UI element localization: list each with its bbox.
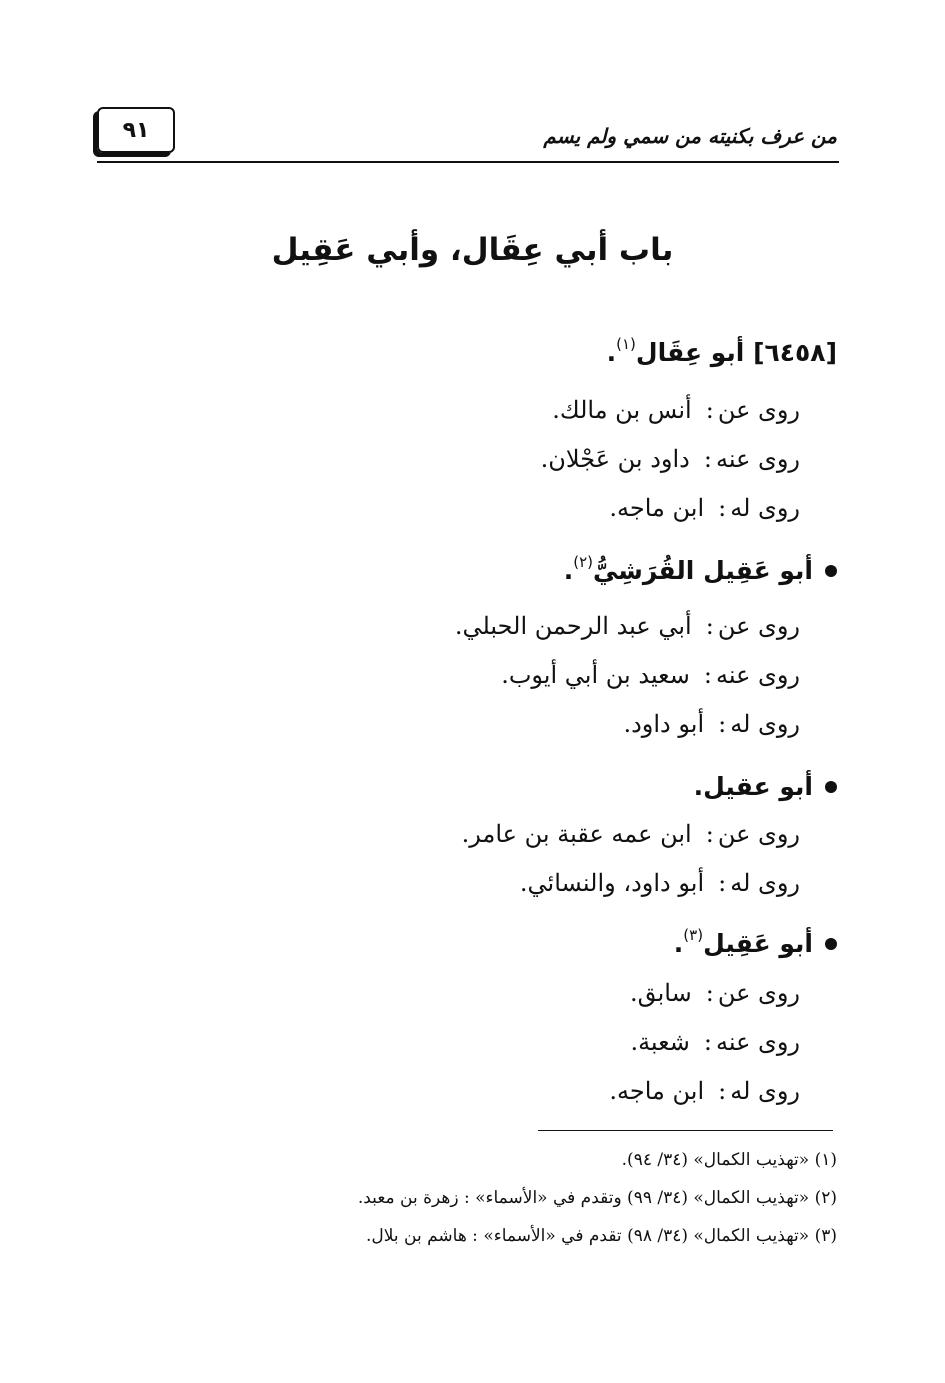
narration-line [609, 1077, 800, 1105]
narration-label: روى عنه [715, 661, 800, 689]
entry-end: . [563, 556, 574, 585]
narration-value: أنس بن مالك. [552, 396, 692, 424]
footnote: (١) «تهذيب الكمال» (٣٤/ ٩٤). [621, 1150, 837, 1170]
footnote: (٢) «تهذيب الكمال» (٣٤/ ٩٩) وتقدم في «الأسماء» : زهرة بن معبد. [357, 1188, 837, 1208]
narration-sep: : [718, 710, 727, 738]
entry-name: [٦٤٥٨] أبو عِقَال [635, 338, 837, 367]
narration-sep: : [718, 869, 727, 897]
footnote-rule [538, 1130, 833, 1131]
bullet-icon [825, 565, 837, 577]
narration-label: روى عن [717, 979, 800, 1007]
narration-value: أبو داود. [623, 710, 705, 738]
narration-label: روى عن [717, 820, 800, 848]
narration-value: ابن ماجه. [609, 1077, 705, 1105]
entry-name: أبو عَقِيل [703, 929, 813, 958]
narration-sep: : [705, 820, 714, 848]
narration-label: روى له [730, 1077, 800, 1105]
chapter-title: باب أبي عِقَال، وأبي عَقِيل [271, 232, 674, 268]
narration-sep: : [703, 661, 712, 689]
entry-heading [673, 926, 837, 958]
narration-sep: : [718, 494, 727, 522]
narration-line [520, 869, 800, 897]
footnote-ref: (٣) [683, 926, 704, 944]
entry-heading [563, 553, 837, 585]
narration-value: سابق. [629, 979, 692, 1007]
narration-label: روى عنه [715, 1028, 800, 1056]
narration-value: داود بن عَجْلان. [540, 445, 690, 473]
entry-heading [606, 335, 837, 367]
entry-name: أبو عقيل. [693, 772, 813, 801]
narration-label: روى عن [717, 612, 800, 640]
bullet-icon [825, 781, 837, 793]
narration-line [630, 979, 800, 1007]
entry-name: أبو عَقِيل القُرَشِيُّ [592, 556, 813, 585]
entry-end: . [673, 929, 684, 958]
narration-sep: : [705, 396, 714, 424]
narration-value: أبي عبد الرحمن الحبلي. [454, 612, 692, 640]
entry-heading [694, 772, 837, 801]
page-number: ٩١ [97, 107, 175, 153]
running-title: من عرف بكنيته من سمي ولم يسم [543, 124, 837, 148]
narration-line [462, 820, 800, 848]
narration-sep: : [705, 612, 714, 640]
narration-line [609, 494, 800, 522]
narration-value: سعيد بن أبي أيوب. [501, 661, 690, 689]
narration-line [623, 710, 800, 738]
narration-label: روى عنه [715, 445, 800, 473]
narration-line [630, 1028, 800, 1056]
footnote-ref: (١) [616, 335, 636, 353]
bullet-icon [825, 938, 837, 950]
narration-value: أبو داود، والنسائي. [519, 869, 705, 897]
entry-end: . [606, 338, 617, 367]
footnote-ref: (٢) [573, 553, 593, 571]
narration-line [541, 445, 800, 473]
narration-label: روى عن [717, 396, 800, 424]
narration-sep: : [705, 979, 714, 1007]
narration-label: روى له [730, 710, 800, 738]
narration-sep: : [703, 445, 712, 473]
narration-label: روى له [730, 869, 800, 897]
narration-value: ابن عمه عقبة بن عامر. [461, 820, 692, 848]
footnote: (٣) «تهذيب الكمال» (٣٤/ ٩٨) تقدم في «الأسماء» : هاشم بن بلال. [365, 1226, 837, 1246]
narration-value: شعبة. [630, 1028, 690, 1056]
narration-sep: : [703, 1028, 712, 1056]
narration-line [552, 396, 800, 424]
narration-label: روى له [730, 494, 800, 522]
narration-line [501, 661, 800, 689]
narration-sep: : [718, 1077, 727, 1105]
narration-value: ابن ماجه. [609, 494, 705, 522]
narration-line [455, 612, 800, 640]
header-rule [97, 161, 839, 163]
